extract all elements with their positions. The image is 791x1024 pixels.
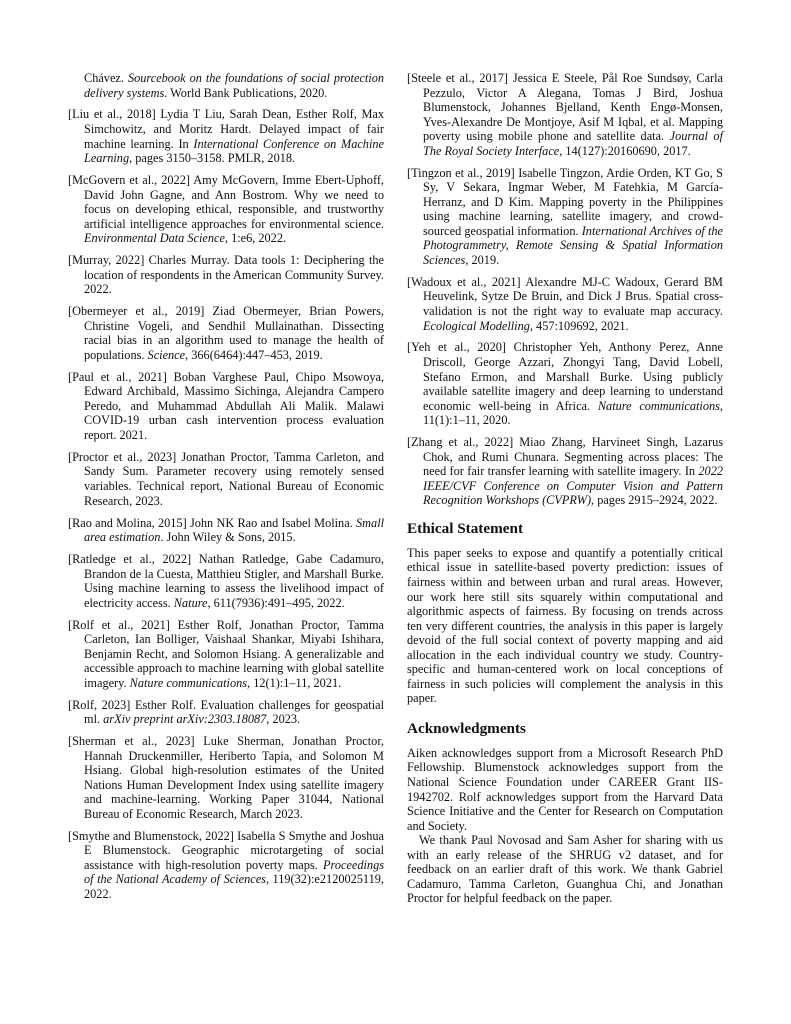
reference-key: [Proctor et al., 2023] [68,449,177,464]
reference-text: Ziad Obermeyer, Brian Powers, Christine Vogeli, and Sendhil Mullainathan. Dissecting racial bias in an algorithm used to manage the health of populations. [84,304,384,362]
reference-text: Isabella S Smythe and Joshua E Blumenstock. Geographic microtargeting of social assistance with high-resolution poverty maps. [84,828,384,872]
reference-details: , 14(127):20160690, 2017. [559,143,691,158]
reference-text: Alexandre MJ-C Wadoux, Gerard BM Heuvelink, Sytze De Bruin, and Dick J Brus. Spatial cross-validation is not the right way to evaluate map accuracy. [423,274,723,318]
reference-details: , pages 3150–3158. PMLR, 2018. [129,151,296,166]
reference-text: Luke Sherman, Jonathan Proctor, Hannah Druckenmiller, Heriberto Tapia, and Solomon M Hsiang. Global high-resolution estimates of the United Nations Human Development Index using satellite imagery and machine-learning. Working Paper 31044, National Bureau of Economic Research, March 2023. [84,734,385,821]
reference-text: Charles Murray. Data tools 1: Deciphering the location of respondents in the American Community Survey. 2022. [84,253,384,297]
reference-entry [68,618,384,691]
reference-text: Jonathan Proctor, Tamma Carleton, and Sandy Sum. Parameter recovery using remotely sensed variables. Technical report, National Bureau of Economic Research, 2023. [84,449,384,508]
reference-key: [Sherman et al., 2023] [68,734,195,749]
reference-key: [Obermeyer et al., 2019] [68,304,205,319]
reference-text: Isabelle Tingzon, Ardie Orden, KT Go, S Sy, V Sekara, Ingmar Weber, M Fatehkia, M García-Herranz, and D Kim. Mapping poverty in the Philippines using machine learning, satellite imagery, and crowd-sourced geospatial information. [423,165,724,238]
reference-details: , 12(1):1–11, 2021. [247,675,342,690]
reference-key: [Liu et al., 2018] [68,107,156,122]
reference-entry [68,253,384,297]
reference-entry [407,275,723,333]
reference-entry [68,698,384,727]
reference-details: , 2023. [266,712,301,727]
reference-venue: International Archives of the Photogrammetry, Remote Sensing & Spatial Information Sciences [423,223,723,267]
reference-entry [68,450,384,508]
reference-entry [407,71,723,158]
reference-key: [Yeh et al., 2020] [407,340,506,355]
reference-venue: Journal of The Royal Society Interface [423,129,723,158]
reference-entry [68,552,384,610]
reference-venue: Environmental Data Science [84,231,225,246]
reference-venue: International Conference on Machine Learning [84,136,384,166]
reference-text: Amy McGovern, Imme Ebert-Uphoff, David John Gagne, and Ann Bostrom. Why we need to focus on developing ethical, responsible, and trustworthy artificial intelligence approaches for environmental science. [84,173,384,231]
reference-details: , 457:109692, 2021. [529,318,629,333]
reference-entry [68,829,384,902]
reference-key: [Steele et al., 2017] [407,71,509,85]
reference-entry [68,304,384,362]
reference-details: , 11(1):1–11, 2020. [423,398,723,428]
ethical-statement-heading: Ethical Statement [407,519,523,537]
reference-venue: Nature communications [597,398,720,413]
reference-entry [68,516,384,545]
acknowledgments-paragraph-1: Aiken acknowledges support from a Microsoft Research PhD Fellowship. Blumenstock acknowledges support from the National Science Foundation under CAREER Grant IIS-1942702. Rolf acknowledges support from the Harvard Data Science Initiative and the Center for Research on Computation and Society. [407,745,723,833]
reference-details: . World Bank Publications, 2020. [164,85,328,100]
reference-key: [Murray, 2022] [68,253,145,268]
reference-details: , 2019. [465,252,500,267]
reference-venue: Nature communications [129,675,248,690]
reference-text: Boban Varghese Paul, Chipo Msowoya, Edward Archibald, Massimo Sichinga, Alejandra Campero Peredo, and Muhammad Abdullah Ali Malik. Malawi COVID-19 urban cash intervention process evaluation report. 2021. [84,369,385,442]
reference-entry [68,370,384,443]
reference-entry [407,340,723,427]
reference-text: Jessica E Steele, Pål Roe Sundsøy, Carla Pezzulo, Victor A Alegana, Tomas J Bird, Joshua Blumenstock, Johannes Bjelland, Kenth Engø-Monsen, Yves-Alexandre De Montjoye, Asif M Iqbal, et al. Mapping poverty using mobile phone and satellite data. [423,71,723,144]
reference-key: [Paul et al., 2021] [68,369,167,384]
reference-venue: Nature [173,595,208,610]
reference-details: , pages 2915–2924, 2022. [591,493,718,508]
reference-details: , 1:e6, 2022. [224,231,287,246]
acknowledgments-heading: Acknowledgments [407,719,526,737]
reference-entry [68,734,384,821]
reference-entry [68,173,384,246]
reference-text: John NK Rao and Isabel Molina. [189,515,353,530]
reference-key: [Rolf, 2023] [68,697,131,712]
reference-key: [Wadoux et al., 2021] [407,274,521,289]
reference-text: Esther Rolf, Jonathan Proctor, Tamma Carleton, Ian Bolliger, Vaishaal Shankar, Miyabi Ishihara, Benjamin Recht, and Solomon Hsiang. A generalizable and accessible approach to machine learning with global satellite imagery. [84,617,384,690]
acknowledgments-paragraph-2: We thank Paul Novosad and Sam Asher for sharing with us with an early release of the SHRUG v2 dataset, and for feedback on an earlier draft of this work. We thank Gabriel Cadamuro, Tamma Carleton, Guanghua Chi, and Jonathan Proctor for helpful feedback on the paper. [407,833,723,906]
reference-venue: Ecological Modelling [423,318,530,333]
reference-details: , 611(7936):491–495, 2022. [207,595,345,610]
reference-key: [Rao and Molina, 2015] [68,515,187,530]
right-column [407,71,723,906]
reference-entry [68,71,384,100]
reference-details: , 119(32):e2120025119, 2022. [84,872,384,902]
reference-entry [407,435,723,508]
reference-text: Chávez. [84,71,124,85]
reference-text: Nathan Ratledge, Gabe Cadamuro, Brandon de la Cuesta, Matthieu Stigler, and Marshall Burke. Using machine learning to assess the livelihood impact of electricity access. [84,551,385,610]
reference-venue: Proceedings of the National Academy of Sciences [84,857,385,887]
reference-text: Miao Zhang, Harvineet Singh, Lazarus Chok, and Rumi Chunara. Segmenting across places: The need for fair transfer learning with satellite imagery. In [423,435,723,479]
reference-text: Lydia T Liu, Sarah Dean, Esther Rolf, Max Simchowitz, and Moritz Hardt. Delayed impact of fair machine learning. In [84,107,385,151]
ethical-statement-body: This paper seeks to expose and quantify a potentially critical ethical issue in satellite-based poverty prediction: issues of fairness within and between urban and rural areas. However, our work here still sits squarely within computational and algorithmic aspects of fairness. By focusing on trends across ten very different countries, the analysis in this paper is largely devoid of the full social context of poverty mapping and aid allocation in the each individual country we study. Country-specific and human-centered work on local conceptions of fairness in such policies will complement the analysis in this paper. [407,545,723,706]
reference-key: [Zhang et al., 2022] [407,435,514,450]
references-left-column [68,71,384,909]
reference-text: Esther Rolf. Evaluation challenges for geospatial ml. [84,697,384,727]
reference-key: [Rolf et al., 2021] [68,617,170,632]
reference-text: Christopher Yeh, Anthony Perez, Anne Driscoll, George Azzari, Zhongyi Tang, David Lobell, Stefano Ermon, and Marshall Burke. Using publicly available satellite imagery and deep learning to understand economic well-being in Africa. [423,340,723,413]
reference-venue: 2022 IEEE/CVF Conference on Computer Vision and Pattern Recognition Workshops (CVPRW) [423,464,723,508]
reference-venue: Science [147,347,186,362]
reference-key: [McGovern et al., 2022] [68,173,190,188]
reference-venue: arXiv preprint arXiv:2303.18087 [103,712,267,727]
reference-details: , 366(6464):447–453, 2019. [185,347,323,362]
reference-entry [407,166,723,268]
reference-key: [Smythe and Blumenstock, 2022] [68,828,234,843]
reference-venue: Sourcebook on the foundations of social protection delivery systems [84,71,384,100]
reference-entry [68,107,384,165]
reference-key: [Tingzon et al., 2019] [407,165,515,180]
reference-details: . John Wiley & Sons, 2015. [160,530,296,545]
reference-key: [Ratledge et al., 2022] [68,551,192,566]
reference-venue: Small area estimation [84,515,385,545]
